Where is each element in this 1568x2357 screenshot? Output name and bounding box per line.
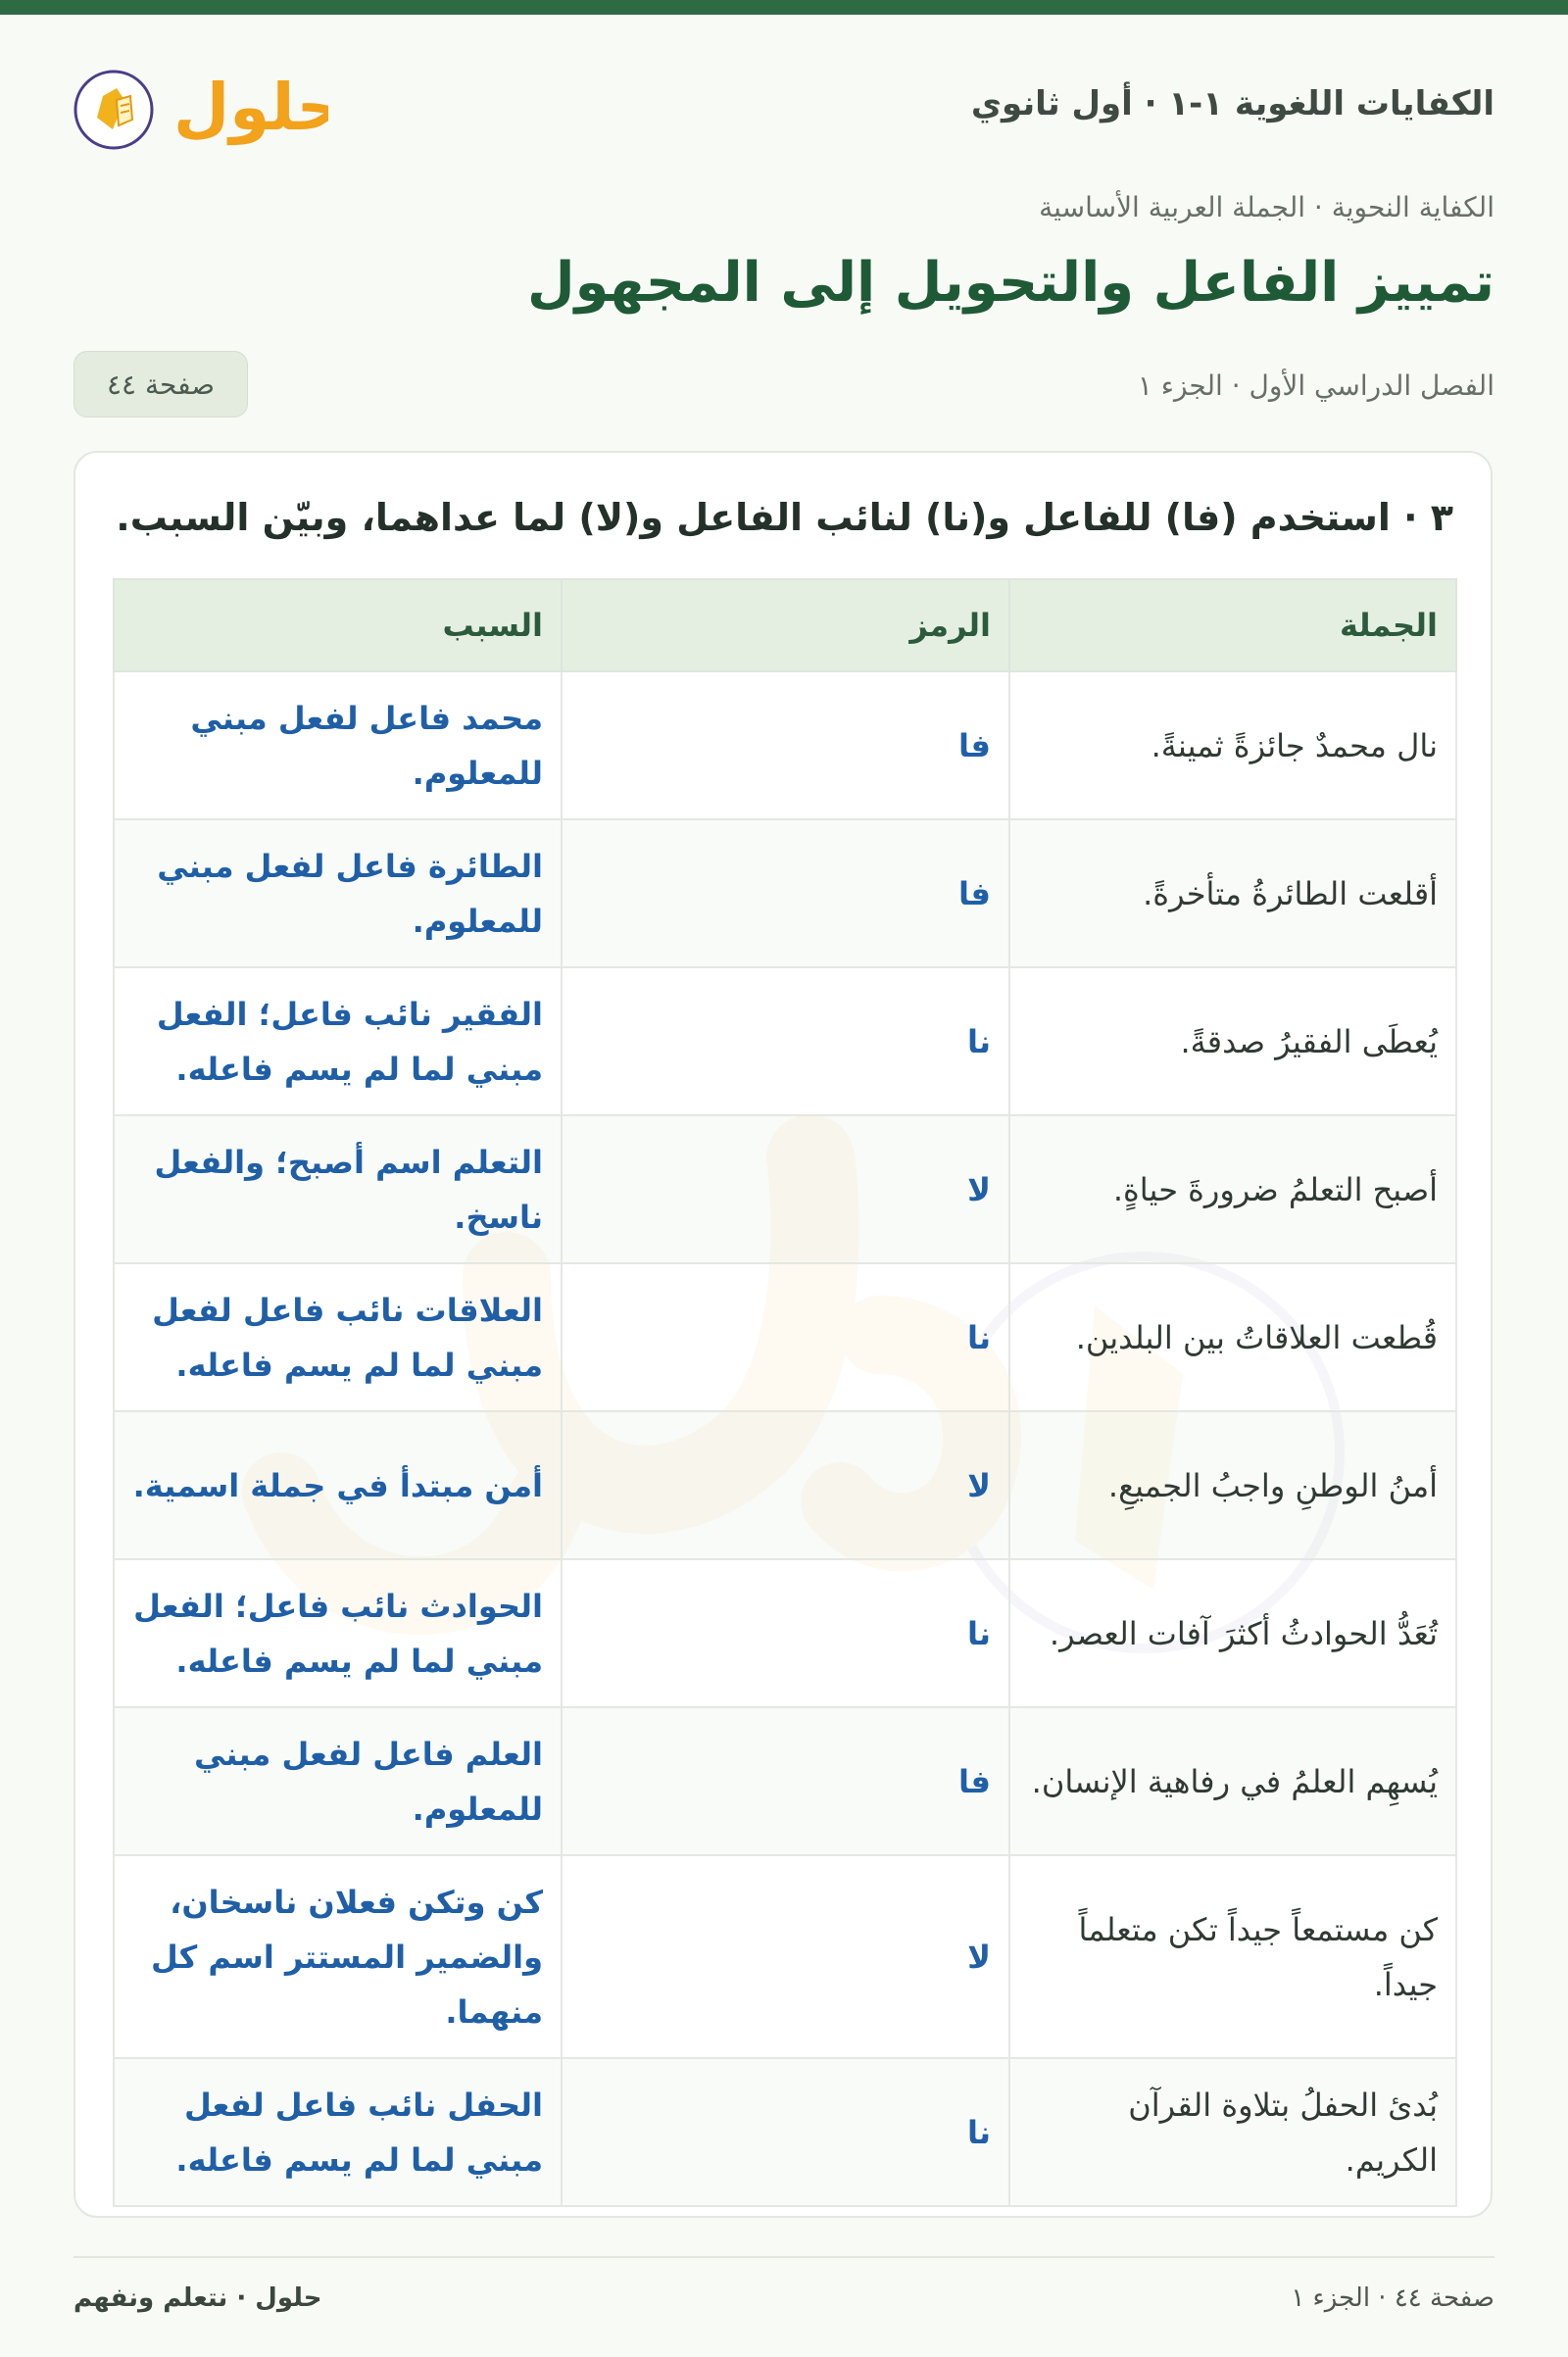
reason-cell: الحفل نائب فاعل لفعل مبني لما لم يسم فاعله. <box>114 2058 562 2206</box>
page-title: تمييز الفاعل والتحويل إلى المجهول <box>527 251 1494 315</box>
table-row <box>114 1115 1456 1263</box>
table-row <box>114 819 1456 967</box>
sentence-cell: كن مستمعاً جيداً تكن متعلماً جيداً. <box>1009 1855 1456 2058</box>
reason-cell: الفقير نائب فاعل؛ الفعل مبني لما لم يسم فاعله. <box>114 967 562 1115</box>
sentence-cell: أقلعت الطائرةُ متأخرةً. <box>1009 819 1456 967</box>
site-logo[interactable] <box>74 61 328 155</box>
code-cell: نا <box>562 2058 1009 2206</box>
code-cell: لا <box>562 1855 1009 2058</box>
answers-table <box>113 578 1457 2207</box>
code-cell: نا <box>562 967 1009 1115</box>
sentence-cell: بُدئ الحفلُ بتلاوة القرآن الكريم. <box>1009 2058 1456 2206</box>
term-meta: الفصل الدراسي الأول · الجزء ١ <box>1137 369 1494 402</box>
reason-cell: محمد فاعل لفعل مبني للمعلوم. <box>114 671 562 819</box>
question-text: ٣ · استخدم (فا) للفاعل و(نا) لنائب الفاعل و(لا) لما عداهما، وبيّن السبب. <box>116 496 1453 539</box>
footer-divider <box>74 2256 1494 2258</box>
footer-page-info: صفحة ٤٤ · الجزء ١ <box>1291 2283 1494 2313</box>
code-cell: فا <box>562 671 1009 819</box>
reason-cell: العلم فاعل لفعل مبني للمعلوم. <box>114 1707 562 1855</box>
table-row <box>114 1707 1456 1855</box>
reason-cell: الطائرة فاعل لفعل مبني للمعلوم. <box>114 819 562 967</box>
table-header-row <box>114 579 1456 671</box>
code-cell: فا <box>562 819 1009 967</box>
reason-cell: الحوادث نائب فاعل؛ الفعل مبني لما لم يسم فاعله. <box>114 1559 562 1707</box>
book-logo-icon <box>74 61 328 155</box>
code-cell: نا <box>562 1263 1009 1411</box>
table-row <box>114 1263 1456 1411</box>
sentence-cell: نال محمدٌ جائزةً ثمينةً. <box>1009 671 1456 819</box>
sentence-cell: أصبح التعلمُ ضرورةَ حياةٍ. <box>1009 1115 1456 1263</box>
logo-text: حلول <box>173 70 328 145</box>
page-header <box>74 61 1494 149</box>
reason-cell: كن وتكن فعلان ناسخان، والضمير المستتر اسم كل منهما. <box>114 1855 562 2058</box>
reason-cell: أمن مبتدأ في جملة اسمية. <box>114 1411 562 1559</box>
reason-cell: التعلم اسم أصبح؛ والفعل ناسخ. <box>114 1115 562 1263</box>
table-row <box>114 1559 1456 1707</box>
table-row <box>114 967 1456 1115</box>
top-accent-bar <box>0 0 1568 15</box>
page-badge: صفحة ٤٤ <box>74 351 248 417</box>
table-row <box>114 2058 1456 2206</box>
sentence-cell: يُسهِم العلمُ في رفاهية الإنسان. <box>1009 1707 1456 1855</box>
code-cell: نا <box>562 1559 1009 1707</box>
table-row <box>114 1855 1456 2058</box>
book-title: الكفايات اللغوية ١-١ · أول ثانوي <box>970 84 1494 123</box>
reason-cell: العلاقات نائب فاعل لفعل مبني لما لم يسم فاعله. <box>114 1263 562 1411</box>
exercise-card <box>74 451 1493 2218</box>
footer-brand: حلول · نتعلم ونفهم <box>74 2283 322 2313</box>
column-header-reason: السبب <box>114 579 562 671</box>
breadcrumb: الكفاية النحوية · الجملة العربية الأساسية <box>1039 191 1494 223</box>
column-header-sentence: الجملة <box>1009 579 1456 671</box>
sentence-cell: أمنُ الوطنِ واجبُ الجميعِ. <box>1009 1411 1456 1559</box>
sentence-cell: تُعَدُّ الحوادثُ أكثرَ آفات العصر. <box>1009 1559 1456 1707</box>
code-cell: فا <box>562 1707 1009 1855</box>
table-row <box>114 1411 1456 1559</box>
table-row <box>114 671 1456 819</box>
column-header-code: الرمز <box>562 579 1009 671</box>
code-cell: لا <box>562 1115 1009 1263</box>
sentence-cell: يُعطَى الفقيرُ صدقةً. <box>1009 967 1456 1115</box>
code-cell: لا <box>562 1411 1009 1559</box>
sentence-cell: قُطعت العلاقاتُ بين البلدين. <box>1009 1263 1456 1411</box>
